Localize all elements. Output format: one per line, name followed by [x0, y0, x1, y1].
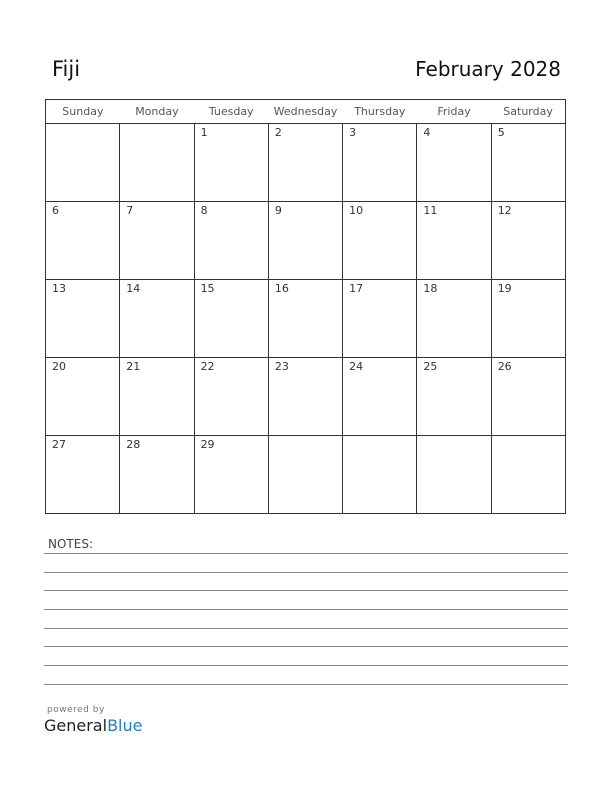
day-cell: [343, 358, 417, 436]
day-cell: [268, 280, 342, 358]
note-line: [44, 572, 568, 573]
day-number: 14: [126, 282, 141, 295]
day-cell: [491, 436, 565, 514]
notes-label: NOTES:: [48, 537, 93, 551]
day-cell: [120, 436, 194, 514]
note-line: [44, 628, 568, 629]
week-row: [46, 358, 566, 436]
day-cell: [268, 436, 342, 514]
week-row: [46, 436, 566, 514]
day-number: 26: [497, 360, 512, 373]
day-number: 18: [423, 282, 438, 295]
weekday-wednesday: Wednesday: [268, 100, 342, 124]
day-cell: [120, 280, 194, 358]
day-number: 9: [274, 204, 282, 217]
day-number: 28: [126, 438, 141, 451]
day-number: 11: [423, 204, 438, 217]
country-title: Fiji: [52, 57, 81, 81]
day-number: [269, 436, 342, 438]
weekday-sunday: Sunday: [46, 100, 120, 124]
day-number: 21: [126, 360, 141, 373]
week-row: [46, 124, 566, 202]
generalblue-logo: [44, 716, 142, 735]
day-number: 29: [200, 438, 215, 451]
day-cell: [46, 202, 120, 280]
day-cell: [194, 124, 268, 202]
day-cell: [194, 436, 268, 514]
note-line: [44, 609, 568, 610]
calendar-grid: [45, 99, 566, 514]
day-cell: [268, 124, 342, 202]
day-cell: [491, 202, 565, 280]
day-cell: [417, 358, 491, 436]
weekday-tuesday: Tuesday: [194, 100, 268, 124]
note-line: [44, 553, 568, 554]
day-cell: [268, 358, 342, 436]
note-line: [44, 665, 568, 666]
month-title: February 2028: [415, 57, 561, 81]
weekday-thursday: Thursday: [343, 100, 417, 124]
day-cell: [417, 124, 491, 202]
day-cell: [46, 280, 120, 358]
day-cell: [120, 124, 194, 202]
day-number: 27: [52, 438, 66, 451]
day-number: [417, 436, 490, 438]
day-number: [343, 436, 416, 438]
day-number: 2: [274, 126, 282, 139]
day-number: 20: [52, 360, 66, 373]
weekday-friday: Friday: [417, 100, 491, 124]
day-number: [120, 124, 193, 126]
day-number: 6: [52, 204, 59, 217]
day-cell: [194, 358, 268, 436]
day-cell: [120, 202, 194, 280]
note-line: [44, 684, 568, 685]
day-cell: [194, 202, 268, 280]
day-number: 16: [274, 282, 289, 295]
day-number: 3: [349, 126, 357, 139]
day-cell: [194, 280, 268, 358]
brand-blue: Blue: [107, 716, 143, 735]
day-cell: [120, 358, 194, 436]
day-number: 8: [200, 204, 208, 217]
day-number: 19: [497, 282, 512, 295]
day-number: 7: [126, 204, 134, 217]
day-cell: [343, 280, 417, 358]
day-number: 22: [200, 360, 215, 373]
day-cell: [491, 358, 565, 436]
day-number: 12: [497, 204, 512, 217]
day-cell: [46, 358, 120, 436]
day-number: 10: [349, 204, 364, 217]
day-number: 1: [200, 126, 208, 139]
weekday-monday: Monday: [120, 100, 194, 124]
day-cell: [343, 202, 417, 280]
day-number: 25: [423, 360, 438, 373]
day-number: [46, 124, 119, 126]
weekday-saturday: Saturday: [491, 100, 565, 124]
day-number: 13: [52, 282, 66, 295]
week-row: [46, 280, 566, 358]
day-number: 17: [349, 282, 364, 295]
day-cell: [491, 124, 565, 202]
week-row: [46, 202, 566, 280]
day-cell: [46, 124, 120, 202]
day-number: 23: [274, 360, 289, 373]
day-number: 24: [349, 360, 364, 373]
brand-general: General: [44, 716, 108, 735]
powered-by-text: powered by: [47, 705, 105, 715]
day-cell: [343, 124, 417, 202]
day-number: [492, 436, 565, 438]
day-cell: [417, 202, 491, 280]
day-cell: [491, 280, 565, 358]
note-line: [44, 590, 568, 591]
weekday-header-row: [46, 100, 566, 124]
note-line: [44, 646, 568, 647]
day-cell: [417, 280, 491, 358]
day-number: 4: [423, 126, 431, 139]
day-number: 5: [497, 126, 505, 139]
day-number: 15: [200, 282, 215, 295]
day-cell: [417, 436, 491, 514]
day-cell: [46, 436, 120, 514]
day-cell: [343, 436, 417, 514]
day-cell: [268, 202, 342, 280]
